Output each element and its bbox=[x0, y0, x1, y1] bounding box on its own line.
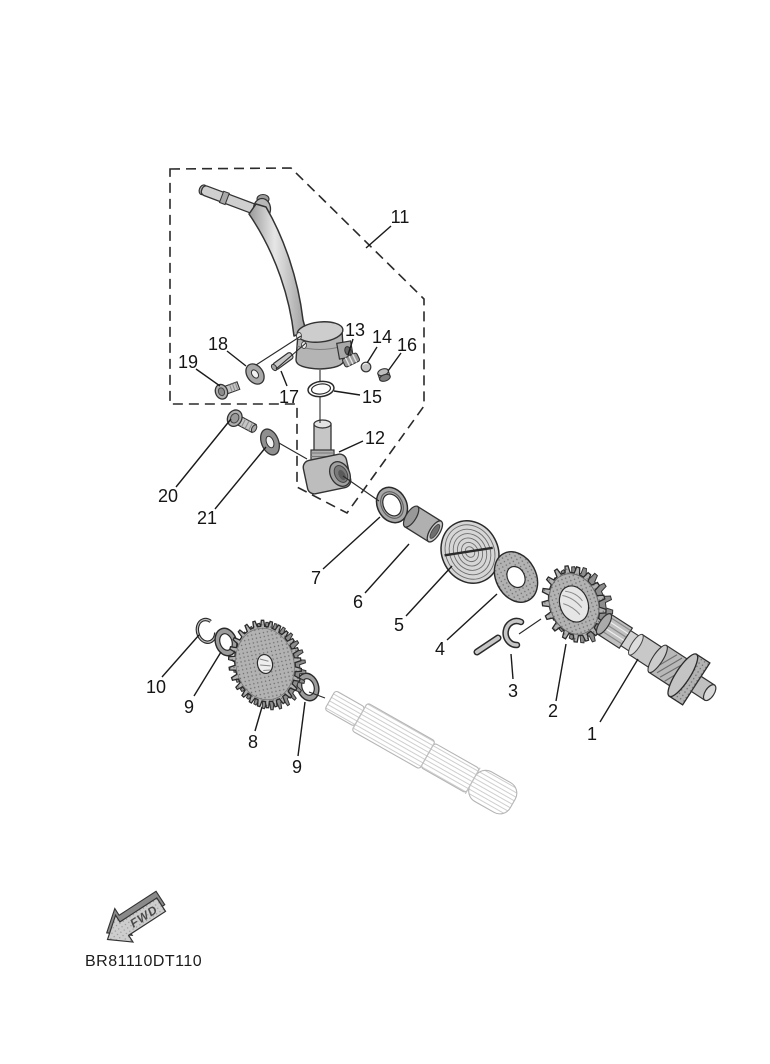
kick-lever-arm bbox=[249, 204, 306, 336]
callout-9a: 9 bbox=[183, 697, 195, 717]
callout-numbers bbox=[146, 207, 597, 777]
callout-9b: 9 bbox=[291, 757, 303, 777]
part-8-gear bbox=[221, 613, 314, 718]
callout-7: 7 bbox=[310, 568, 322, 588]
fwd-arrow bbox=[96, 885, 173, 953]
callout-18: 18 bbox=[207, 334, 229, 354]
callout-8: 8 bbox=[247, 732, 259, 752]
part-19-bolt bbox=[213, 379, 241, 401]
part-1-kick-axle bbox=[587, 601, 727, 716]
callout-5: 5 bbox=[393, 615, 405, 635]
callout-16: 16 bbox=[396, 335, 418, 355]
callout-15: 15 bbox=[361, 387, 383, 407]
part-14-ball bbox=[361, 362, 371, 372]
part-20-bolt bbox=[225, 407, 261, 437]
callout-4: 4 bbox=[434, 639, 446, 659]
callout-11: 11 bbox=[390, 207, 410, 227]
callout-3: 3 bbox=[507, 681, 519, 701]
callout-17: 17 bbox=[278, 387, 300, 407]
callout-6: 6 bbox=[352, 592, 364, 612]
fwd-label: FWD bbox=[127, 902, 161, 931]
callout-2: 2 bbox=[547, 701, 559, 721]
callout-10: 10 bbox=[145, 677, 167, 697]
ghost-reference-shaft bbox=[322, 685, 522, 818]
callout-14: 14 bbox=[371, 327, 393, 347]
callout-12: 12 bbox=[364, 428, 386, 448]
part-code: BR81110DT110 bbox=[85, 953, 203, 970]
part-12-kick-boss bbox=[302, 420, 355, 495]
part-15-ring bbox=[307, 380, 335, 398]
part-10-circlip bbox=[195, 618, 218, 645]
part-17-pin bbox=[270, 352, 294, 372]
callout-20: 20 bbox=[157, 486, 179, 506]
part-18-washer bbox=[242, 360, 268, 387]
callout-21: 21 bbox=[196, 508, 218, 528]
callout-1: 1 bbox=[586, 724, 598, 744]
callout-13: 13 bbox=[344, 320, 366, 340]
callout-19: 19 bbox=[177, 352, 199, 372]
part-3-clip bbox=[477, 621, 521, 652]
